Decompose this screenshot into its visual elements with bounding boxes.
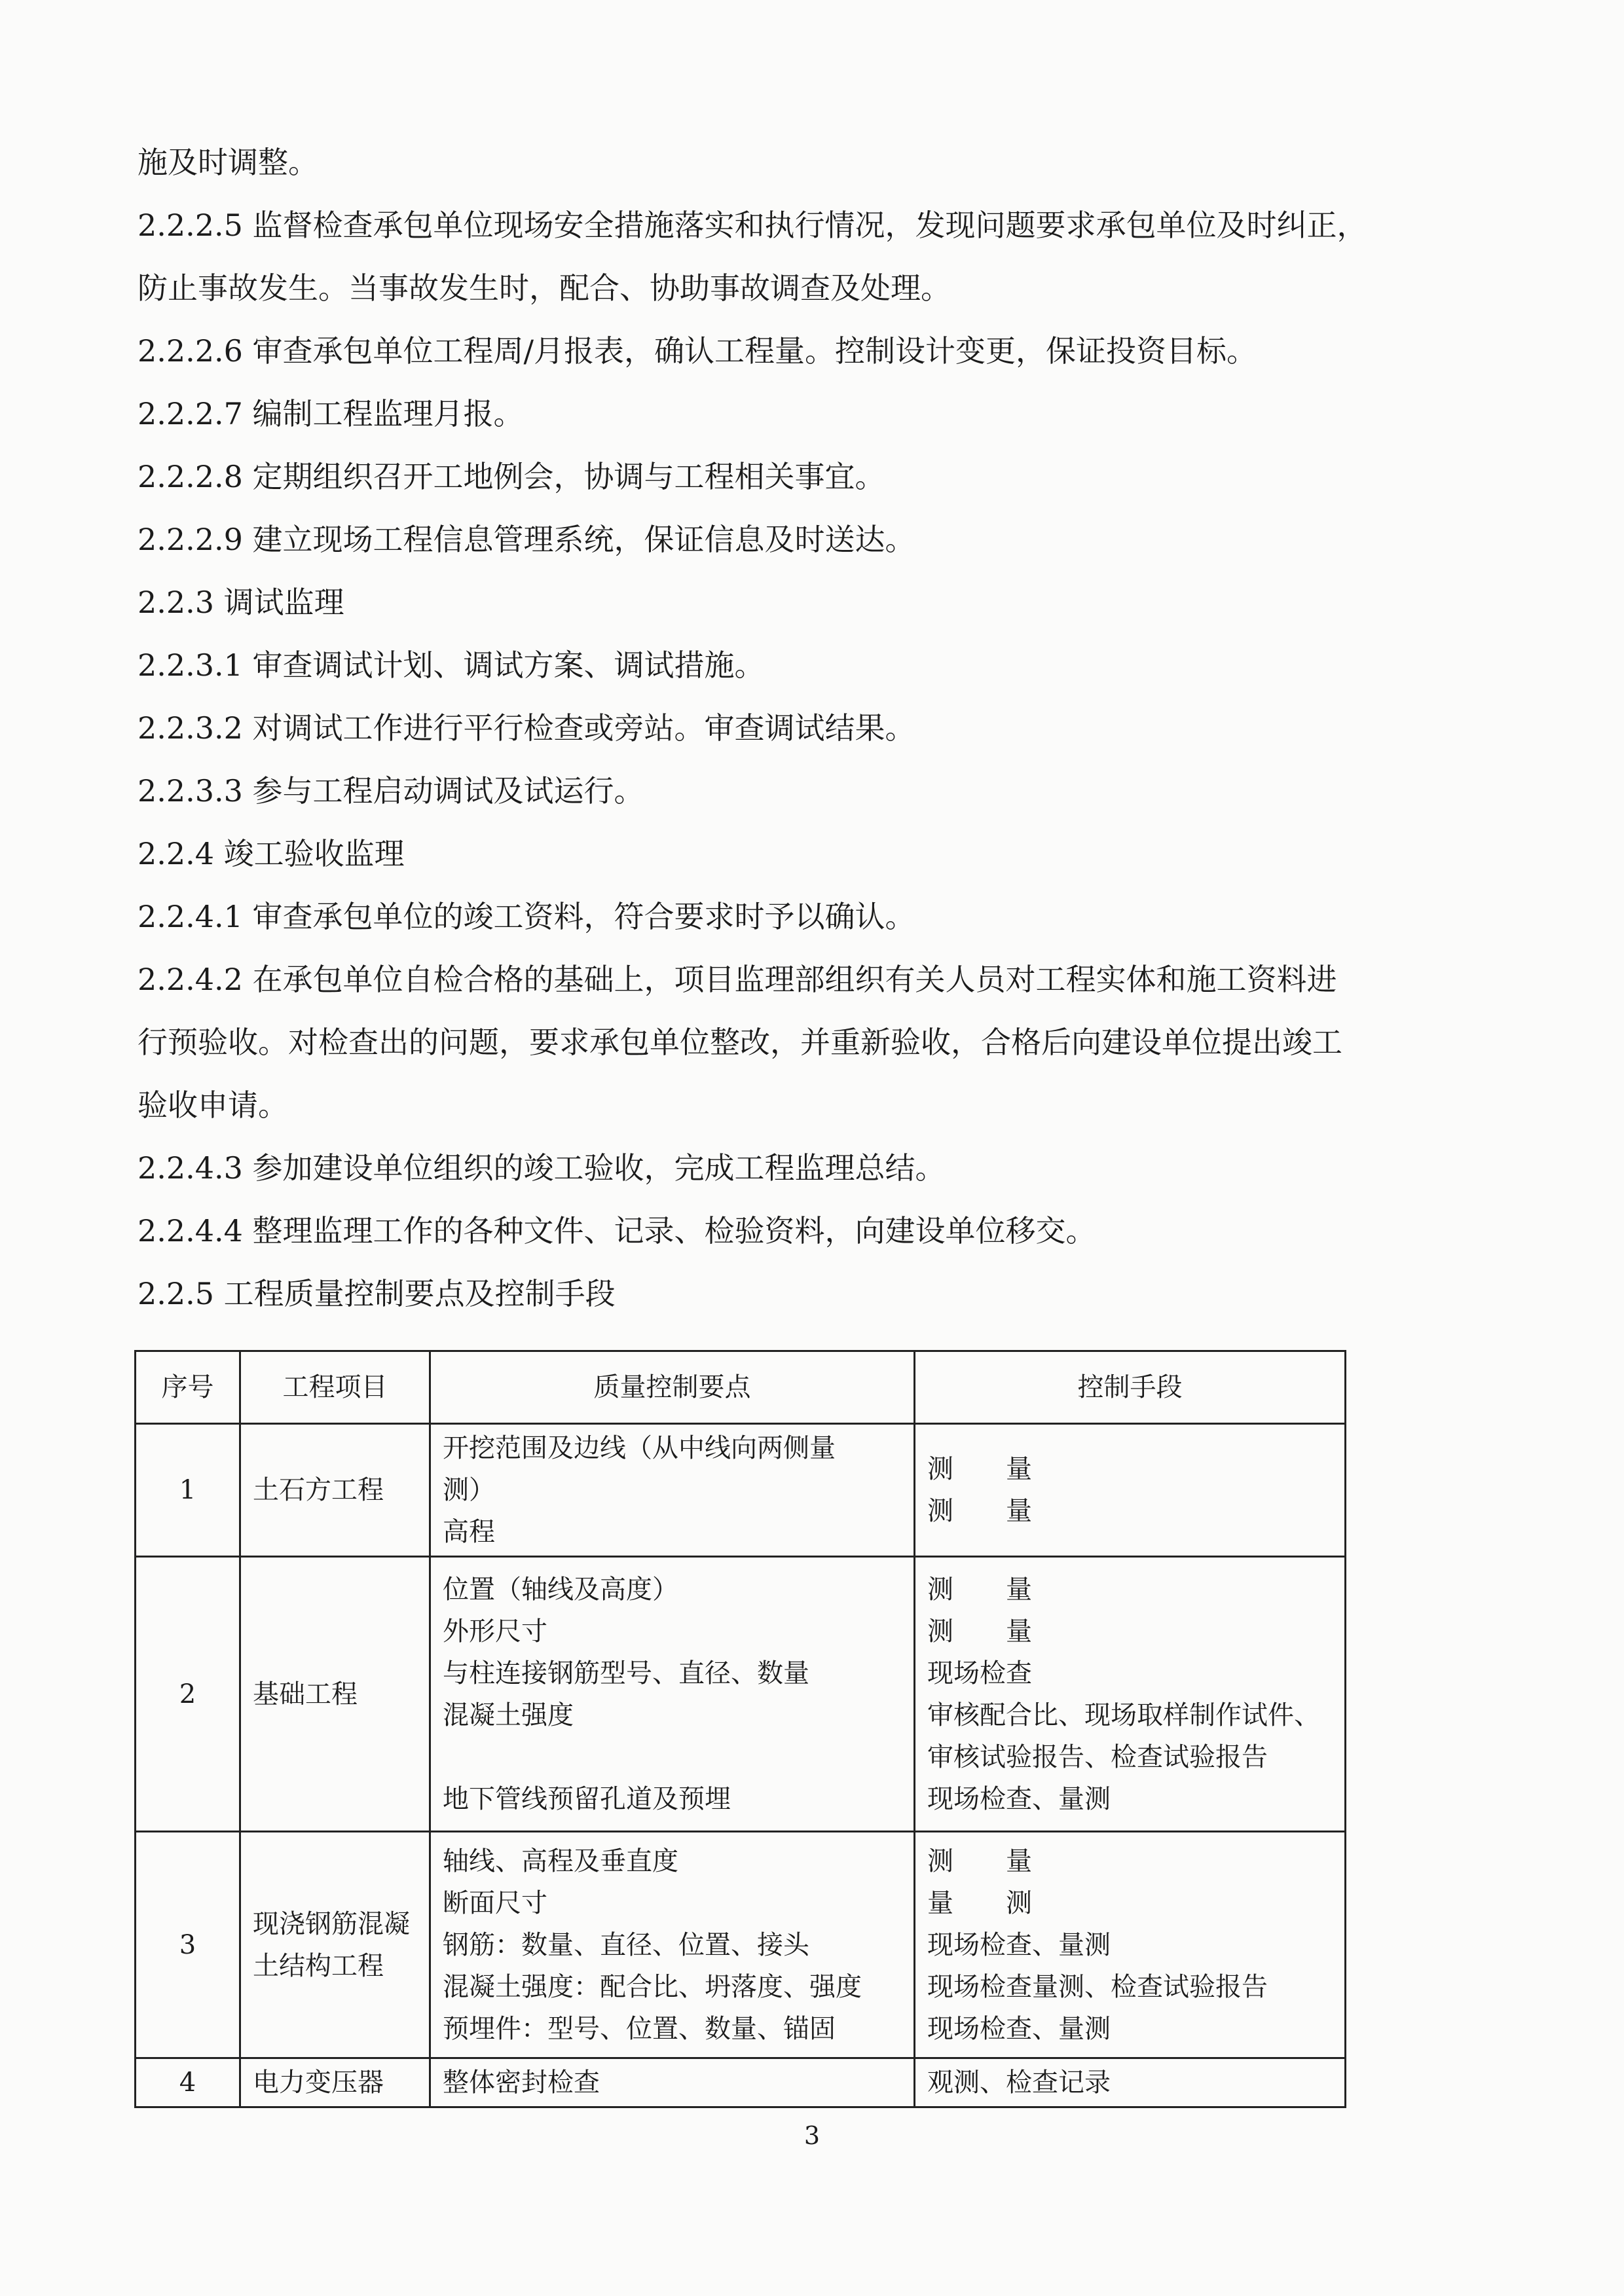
means: 观测、检查记录 [927,2068,1111,2098]
page-number: 3 [803,2121,821,2150]
paragraph: 施及时调整。 [138,145,318,180]
quality-control-table [134,1350,1346,2108]
paragraph-2-2-2-7: 2.2.2.7 编制工程监理月报。 [138,396,524,431]
point: 混凝土强度：配合比、坍落度、强度 [443,1971,862,2002]
heading-2-2-4: 2.2.4 竣工验收监理 [138,836,405,871]
point: 开挖范围及边线（从中线向两侧量 [443,1433,836,1463]
point: 整体密封检查 [443,2068,600,2098]
point: 钢筋：数量、直径、位置、接头 [443,1929,809,1960]
row-means [915,1557,1346,1832]
row-points [430,1424,915,1557]
paragraph-2-2-2-8: 2.2.2.8 定期组织召开工地例会，协调与工程相关事宜。 [138,459,885,494]
table-row [136,2058,1346,2107]
paragraph-2-2-2-9: 2.2.2.9 建立现场工程信息管理系统，保证信息及时送达。 [138,522,915,557]
means: 现场检查量测、检查试验报告 [927,1971,1268,2002]
row-number: 3 [136,1832,240,2058]
means: 测 量 [927,1616,1032,1647]
paragraph-continuation: 防止事故发生。当事故发生时，配合、协助事故调查及处理。 [138,270,951,306]
point: 轴线、高程及垂直度 [443,1846,678,1876]
means: 现场检查、量测 [927,1929,1111,1960]
point: 测） [443,1475,495,1505]
point: 断面尺寸 [443,1887,547,1918]
means: 测 量 [927,1846,1032,1876]
paragraph-2-2-4-1: 2.2.4.1 审查承包单位的竣工资料，符合要求时予以确认。 [138,899,915,934]
means: 审核配合比、现场取样制作试件、 [927,1700,1320,1730]
header-means: 控制手段 [915,1351,1346,1424]
row-points [430,2058,915,2107]
table-header-row [136,1351,1346,1424]
paragraph-2-2-4-4: 2.2.4.4 整理监理工作的各种文件、记录、检验资料，向建设单位移交。 [138,1213,1096,1248]
point: 预埋件：型号、位置、数量、锚固 [443,2013,836,2044]
header-no: 序号 [136,1351,240,1424]
paragraph-2-2-4-3: 2.2.4.3 参加建设单位组织的竣工验收，完成工程监理总结。 [138,1150,946,1186]
header-points: 质量控制要点 [430,1351,915,1424]
point: 外形尺寸 [443,1616,547,1647]
table-row [136,1557,1346,1832]
point: 与柱连接钢筋型号、直径、数量 [443,1658,809,1688]
point: 地下管线预留孔道及预埋 [443,1783,731,1814]
blank-line [443,1736,902,1778]
paragraph-continuation: 验收申请。 [138,1087,288,1123]
paragraph-2-2-3-2: 2.2.3.2 对调试工作进行平行检查或旁站。审查调试结果。 [138,710,915,746]
means: 现场检查、量测 [927,2013,1111,2044]
heading-2-2-5: 2.2.5 工程质量控制要点及控制手段 [138,1276,616,1311]
table-row [136,1424,1346,1557]
means: 现场检查、量测 [927,1783,1111,1814]
row-means [915,1424,1346,1557]
paragraph-2-2-3-1: 2.2.3.1 审查调试计划、调试方案、调试措施。 [138,647,765,683]
means: 测 量 [927,1454,1032,1484]
point: 高程 [443,1517,495,1547]
heading-2-2-3: 2.2.3 调试监理 [138,585,344,620]
means: 测 量 [927,1574,1032,1605]
means: 审核试验报告、检查试验报告 [927,1741,1268,1772]
row-points [430,1832,915,2058]
paragraph-continuation: 行预验收。对检查出的问题，要求承包单位整改，并重新验收，合格后向建设单位提出竣工 [138,1025,1342,1060]
row-item: 电力变压器 [240,2058,430,2107]
means: 测 量 [927,1496,1032,1526]
row-number: 4 [136,2058,240,2107]
paragraph-2-2-2-6: 2.2.2.6 审查承包单位工程周/月报表，确认工程量。控制设计变更，保证投资目标。 [138,333,1257,369]
paragraph-2-2-3-3: 2.2.3.3 参与工程启动调试及试运行。 [138,773,644,809]
point: 混凝土强度 [443,1700,574,1730]
row-item: 基础工程 [240,1557,430,1832]
row-means [915,1832,1346,2058]
means: 量 测 [927,1887,1032,1918]
row-item: 现浇钢筋混凝土结构工程 [240,1832,430,2058]
paragraph-2-2-4-2: 2.2.4.2 在承包单位自检合格的基础上，项目监理部组织有关人员对工程实体和施工资料进 [138,962,1337,997]
row-number: 1 [136,1424,240,1557]
table-row [136,1832,1346,2058]
row-number: 2 [136,1557,240,1832]
means: 现场检查 [927,1658,1032,1688]
row-points [430,1557,915,1832]
point: 位置（轴线及高度） [443,1574,678,1605]
row-item: 土石方工程 [240,1424,430,1557]
header-item: 工程项目 [240,1351,430,1424]
row-means [915,2058,1346,2107]
paragraph-2-2-2-5: 2.2.2.5 监督检查承包单位现场安全措施落实和执行情况，发现问题要求承包单位及时纠正， [138,208,1367,243]
